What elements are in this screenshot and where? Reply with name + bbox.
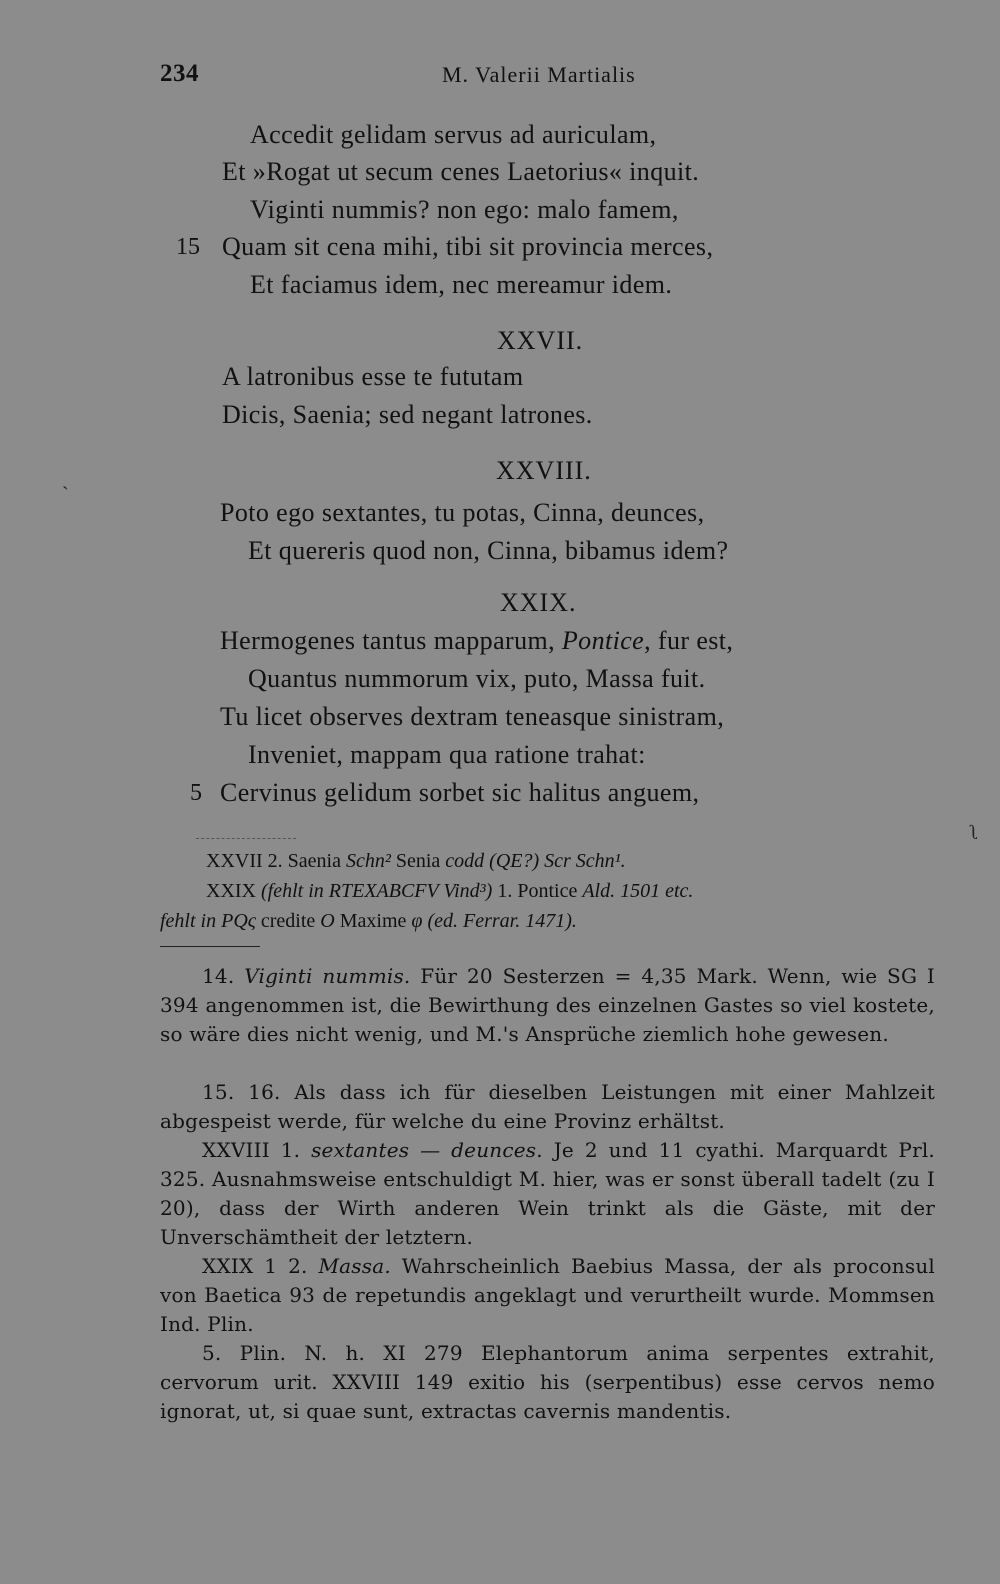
verse-line: Quantus nummorum vix, puto, Massa fuit. [248,664,706,693]
footnote-rule [160,946,260,947]
apparatus-italic: (fehlt in RTEXABCFV Vind³) [261,880,493,902]
margin-mark: ˏ [62,468,69,490]
note-text: Je 2 und 11 cyathi. Marquardt Prl. 325. Ausnahmsweise entschuldigt M. hier, was er sonst überall tadelt (zu I 20), dass der Wirth anderen Wein trinkt als die Gäste, mit der Unverschämtheit der letztern. [160,1138,935,1249]
poem-heading: XXIX. [500,588,577,617]
apparatus-text: Senia [390,850,446,872]
apparatus-line [160,910,577,933]
apparatus-italic: Ald. 1501 etc. [582,880,694,902]
commentary-note [160,962,935,1049]
poem-heading: XXVII. [497,326,584,355]
note-ref: 14. [202,964,235,988]
commentary-note [160,1339,935,1426]
note-text: Plin. N. h. XI 279 Elephantorum anima serpentes extrahit, cervorum urit. XXVIII 149 exitio his (serpentibus) esse cervos nemo ignorat, ut, si quae sunt, extractas cavernis mandentis. [160,1341,935,1423]
note-ref: XXIX 1 2. [202,1254,308,1278]
verse-line: Quam sit cena mihi, tibi sit provincia merces, [222,232,714,261]
verse-text: Hermogenes tantus mapparum, [220,626,562,655]
commentary-note [160,1252,935,1339]
verse-line: Viginti nummis? non ego: malo famem, [250,195,679,224]
note-text: Wahrscheinlich Baebius Massa, der als proconsul von Baetica 93 de repetundis angeklagt und verurtheilt wurde. Mommsen Ind. Plin. [160,1254,935,1336]
verse-line: Accedit gelidam servus ad auriculam, [250,120,657,149]
page-number: 234 [160,60,199,87]
verse-line: Et quereris quod non, Cinna, bibamus idem? [248,536,729,565]
margin-mark: ʅ [970,822,979,844]
line-number: 15 [176,234,200,260]
note-lemma: Viginti nummis. [244,964,411,988]
apparatus-line [206,850,626,873]
apparatus-italic: φ (ed. Ferrar. 1471). [411,910,577,932]
verse-line: Tu licet observes dextram teneasque sinistram, [220,702,725,731]
verse-line: A latronibus esse te fututam [222,362,524,391]
apparatus-italic: Schn² [345,850,391,872]
page-header [160,60,920,92]
apparatus-italic: O [320,910,335,932]
apparatus-text: credite [255,910,321,932]
commentary-note [160,1078,935,1136]
verse-text: , fur est, [644,626,734,655]
verse-line: Dicis, Saenia; sed negant latrones. [222,400,593,429]
apparatus-italic: fehlt in PQς [160,910,256,932]
note-lemma: Massa. [318,1254,391,1278]
line-number: 5 [190,780,202,806]
commentary-note [160,1136,935,1252]
separator-rule [196,838,296,839]
apparatus-text: XXVII 2. Saenia [206,850,346,872]
note-ref: XXVIII 1. [202,1138,301,1162]
verse-line: Cervinus gelidum sorbet sic halitus anguem, [220,778,700,807]
verse-line: Poto ego sextantes, tu potas, Cinna, deunces, [220,498,705,527]
note-ref: 5. [202,1341,222,1365]
note-text: Für 20 Sesterzen = 4,35 Mark. Wenn, wie SG I 394 angenommen ist, die Bewirthung des einzelnen Gastes so viel kostete, so wäre dies nicht wenig, und M.'s Ansprüche ziemlich hohe gewesen. [160,964,936,1046]
verse-line: Inveniet, mappam qua ratione trahat: [248,740,646,769]
note-ref: 15. 16. [202,1080,281,1104]
poem-heading: XXVIII. [496,456,592,485]
verse-line [220,626,733,656]
apparatus-italic: codd (QE?) Scr Schn¹. [445,850,626,872]
running-title: M. Valerii Martialis [442,62,636,87]
apparatus-line [206,880,693,903]
verse-italic: Pontice [561,626,645,655]
note-lemma: sextantes — deunces. [311,1138,543,1162]
apparatus-text: XXIX [206,880,261,902]
verse-line: Et faciamus idem, nec mereamur idem. [250,270,673,299]
verse-line: Et »Rogat ut secum cenes Laetorius« inquit. [222,157,700,186]
note-text: Als dass ich für dieselben Leistungen mit einer Mahlzeit abgespeist werde, für welche du eine Provinz erhältst. [160,1080,936,1133]
apparatus-text: 1. Pontice [492,880,583,902]
apparatus-text: Maxime [334,910,412,932]
